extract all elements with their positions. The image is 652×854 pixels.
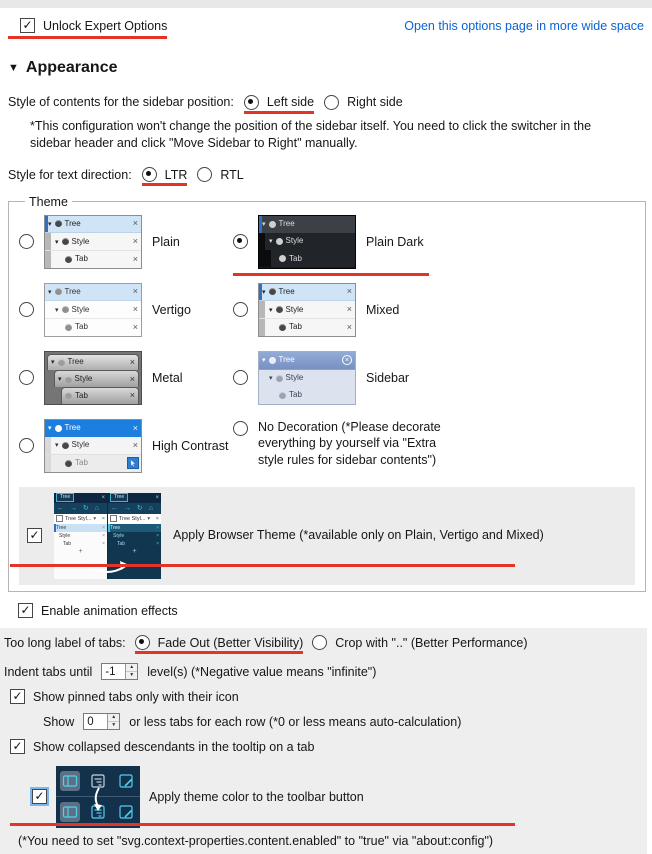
close-icon [347,323,352,332]
globe-icon [276,306,283,313]
preview-tab-label: Tab [75,458,88,467]
theme-option-sidebar[interactable] [233,351,635,405]
unlock-expert-options-label: Unlock Expert Options [43,18,168,33]
spin-down-icon[interactable]: ▼ [108,722,119,729]
preview-tab-label: Tree [278,219,295,229]
twisty-icon [262,356,266,364]
close-icon [347,305,352,314]
enable-animation-checkbox[interactable] [18,603,178,618]
theme-legend: Theme [29,194,68,209]
open-wide-space-link[interactable]: Open this options page in more wide space [404,18,644,33]
nav-icons: ← → ↻ ⌂ [108,503,161,514]
theme-preview-vertigo [44,283,142,337]
theme-preview-mixed [258,283,356,337]
preview-tab-label: Style [71,236,90,246]
theme-option-mixed[interactable] [233,283,635,337]
enable-animation-label: Enable animation effects [41,603,178,618]
menu-icon: ▾ [93,515,97,522]
close-icon [133,287,138,296]
apply-theme-color-row [32,766,641,828]
globe-icon [58,359,65,366]
ltr-label: LTR [164,167,188,182]
preview-tab-label: Tree [64,286,81,296]
preview-tab-label: Style [71,304,90,314]
menu-icon: ▾ [147,515,151,522]
spin-up-icon[interactable]: ▲ [126,664,137,672]
theme-option-plain[interactable] [19,215,233,269]
theme-option-no-decoration[interactable] [233,419,635,473]
globe-icon [65,324,72,331]
close-icon: × [102,540,105,547]
preview-tab-label: Tree [278,286,295,296]
radio-icon [19,370,34,385]
globe-icon [62,442,69,449]
close-icon [133,323,138,332]
radio-crop[interactable] [312,635,527,650]
preview-tab-label: Tree [64,423,81,432]
appearance-title: Appearance [25,59,118,76]
theme-option-vertigo[interactable] [19,283,233,337]
about-config-note: (*You need to set "svg.context-properties.content.enabled" to "true" via "about:config") [18,833,494,848]
spin-up-icon[interactable]: ▲ [108,714,119,722]
preview-tab-label: Tab [289,390,302,399]
preview-tab-label: Tree [56,524,67,531]
preview-tab-label: Tree [64,218,81,228]
checkbox-icon [27,528,42,543]
close-icon: × [101,494,105,501]
tree-tabs-icon [88,771,108,791]
theme-label-no-decoration: No Decoration (*Please decorate everything by yourself via "Extra style rules for sidebar contents") [258,419,441,468]
globe-icon [55,220,62,227]
fade-out-label: Fade Out (Better Visibility) [157,635,304,650]
pinned-tabs-row [10,688,641,706]
preview-tab-label: Tree [67,357,84,367]
close-icon [133,255,138,264]
radio-icon [233,421,248,436]
twisty-icon [269,306,273,314]
apply-theme-color-label: Apply theme color to the toolbar button [149,789,364,804]
checkbox-icon [10,739,25,754]
crop-label: Crop with ".." (Better Performance) [335,635,528,650]
globe-icon [65,392,72,399]
preview-tab-label: Style [285,236,304,246]
theme-preview-plain [44,215,142,269]
cursor-icon [127,457,139,469]
spin-down-icon[interactable]: ▼ [126,672,137,679]
close-icon: × [102,524,105,531]
indent-row [4,663,641,681]
indent-suffix: level(s) (*Negative value means "infinite") [147,664,377,679]
theme-label-mixed: Mixed [366,302,400,317]
radio-icon [135,635,150,650]
pinned-rows-suffix: or less tabs for each row (*0 or less means auto-calculation) [129,714,462,729]
preview-tab-label: Tree [278,355,295,364]
close-icon: × [101,515,105,522]
sidebar-toggle-icon [60,771,80,791]
globe-icon [55,425,62,432]
preview-tab-label: Style [71,440,90,449]
theme-preview-high-contrast [44,419,142,473]
new-tab-icon: + [132,548,137,555]
close-icon: × [155,494,159,501]
globe-icon [279,392,286,399]
toolbar-button-preview [56,766,140,828]
twisty-icon [55,441,59,449]
twisty-icon [55,306,59,314]
apply-browser-theme-label: Apply Browser Theme (*available only on Plain, Vertigo and Mixed) [173,528,544,543]
sidebar-position-note: *This configuration won't change the position of the sidebar itself. You need to click the switcher in the sidebar header and click "Move Sidebar to Right" manually. [30,119,592,151]
globe-icon [276,375,283,382]
text-direction-row [8,166,652,184]
radio-icon [324,95,339,110]
new-tab-icon: + [78,548,83,555]
show-pinned-label: Show pinned tabs only with their icon [33,689,239,704]
apply-browser-theme-checkbox[interactable] [19,487,635,585]
collapse-twisty-icon: ▼ [8,62,19,74]
theme-label-plain: Plain [152,234,180,249]
sidebar-header-label: Tree Styl... [119,515,146,522]
radio-icon [142,167,157,182]
close-icon [133,219,138,228]
mini-tab: Tree [56,493,74,502]
indent-level-spinner[interactable] [101,663,138,680]
preview-tab-label: Style [285,304,304,314]
globe-icon [269,221,276,228]
preview-tab-label: Style [113,532,125,539]
radio-icon [19,234,34,249]
tooltip-label: Show collapsed descendants in the tooltip on a tab [33,739,315,754]
theme-preview-plain-dark [258,215,356,269]
globe-icon [65,256,72,263]
theme-label-vertigo: Vertigo [152,302,191,317]
twisty-icon [55,238,59,246]
close-icon [133,305,138,314]
radio-icon [233,234,248,249]
preview-tab-label: Tab [63,540,72,547]
sidebar-toggle-icon [60,802,80,822]
red-underline [10,823,515,826]
twisty-icon [48,424,52,432]
radio-icon [233,370,248,385]
twisty-icon [262,288,266,296]
preview-tab-label: Style [59,532,71,539]
theme-option-high-contrast[interactable] [19,419,233,473]
indent-prefix: Indent tabs until [4,664,93,679]
pinned-rows-row [43,713,641,731]
theme-row-3 [19,351,635,405]
theme-label-high-contrast: High Contrast [152,438,229,453]
radio-icon [312,635,327,650]
preview-tab-label: Tab [75,254,88,264]
theme-label-plain-dark: Plain Dark [366,234,424,249]
twisty-icon [51,358,55,366]
close-icon: × [102,532,105,539]
close-icon: × [155,515,159,522]
header-row [8,16,644,35]
radio-icon [19,302,34,317]
rtl-label: RTL [220,167,244,182]
sidebar-icon [56,515,63,522]
preview-tab-label: Tab [289,322,302,332]
right-side-label: Right side [347,95,403,109]
globe-icon [55,288,62,295]
top-divider [0,0,652,8]
theme-fieldset [8,195,646,592]
nav-icons: ← → ↻ ⌂ [54,503,107,514]
apply-theme-color-checkbox[interactable] [32,789,47,804]
globe-icon [269,288,276,295]
close-icon [133,441,138,450]
radio-left-side[interactable] [244,95,314,110]
show-collapsed-tooltip-checkbox[interactable] [10,739,314,754]
theme-row-1 [19,215,635,269]
checkbox-icon [20,18,35,33]
tabs-per-row-value: 0 [87,715,94,728]
sidebar-header-label: Tree Styl... [65,515,92,522]
edit-style-icon [116,771,136,791]
close-icon [347,287,352,296]
close-icon [130,358,135,367]
red-underline [10,564,515,567]
globe-icon [279,324,286,331]
preview-tab-label: Style [285,373,304,382]
radio-rtl[interactable] [197,167,243,182]
sidebar-icon [110,515,117,522]
globe-icon [279,255,286,262]
globe-icon [65,376,72,383]
close-icon [133,237,138,246]
radio-icon [244,95,259,110]
theme-label-sidebar: Sidebar [366,370,410,385]
preview-tab-label: Style [74,374,93,383]
globe-icon [62,238,69,245]
sidebar-position-label: Style of contents for the sidebar position: [8,95,234,109]
pinned-rows-prefix: Show [43,714,75,729]
theme-preview-sidebar [258,351,356,405]
radio-ltr[interactable] [142,167,188,182]
tabs-per-row-spinner[interactable] [83,713,120,730]
indent-value: -1 [105,665,116,678]
theme-option-metal[interactable] [19,351,233,405]
globe-icon [65,460,72,467]
appearance-section-header[interactable] [8,59,652,77]
edit-style-icon [116,802,136,822]
close-circle-icon [342,355,352,365]
show-pinned-icon-checkbox[interactable] [10,689,239,704]
theme-row-4 [19,419,635,473]
unlock-expert-options-checkbox[interactable] [20,18,167,33]
tab-label-row [4,634,641,652]
close-icon: × [156,532,159,539]
text-direction-label: Style for text direction: [8,167,132,182]
expert-options-panel [0,628,647,854]
sidebar-position-row [8,93,652,111]
globe-icon [62,306,69,313]
radio-icon [19,438,34,453]
globe-icon [269,357,276,364]
radio-icon [233,302,248,317]
radio-icon [197,167,212,182]
tree-tabs-icon [88,802,108,822]
twisty-icon [58,375,62,383]
close-icon: × [156,524,159,531]
tab-label-caption: Too long label of tabs: [4,635,126,650]
twisty-icon [262,220,266,228]
checkbox-icon [10,689,25,704]
animation-row [8,602,652,620]
preview-tab-label: Tree [110,524,121,531]
radio-right-side[interactable] [324,95,403,110]
twisty-icon [48,220,52,228]
theme-row-2 [19,283,635,337]
twisty-icon [269,374,273,382]
close-icon [130,375,135,384]
theme-preview-metal [44,351,142,405]
twisty-icon [48,288,52,296]
preview-tab-label: Tab [75,390,88,400]
left-side-label: Left side [266,95,315,109]
radio-fade-out[interactable] [135,635,304,650]
close-icon: × [156,540,159,547]
globe-icon [276,238,283,245]
checkbox-icon [32,789,47,804]
preview-tab-label: Tab [75,322,88,332]
theme-label-metal: Metal [152,370,183,385]
theme-option-plain-dark[interactable] [233,215,635,269]
twisty-icon [269,237,273,245]
close-icon [130,391,135,400]
tooltip-row [10,738,641,756]
checkbox-icon [18,603,33,618]
preview-tab-label: Tab [289,253,302,263]
preview-tab-label: Tab [117,540,126,547]
close-icon [133,424,138,433]
mini-tab: Tree [110,493,128,502]
